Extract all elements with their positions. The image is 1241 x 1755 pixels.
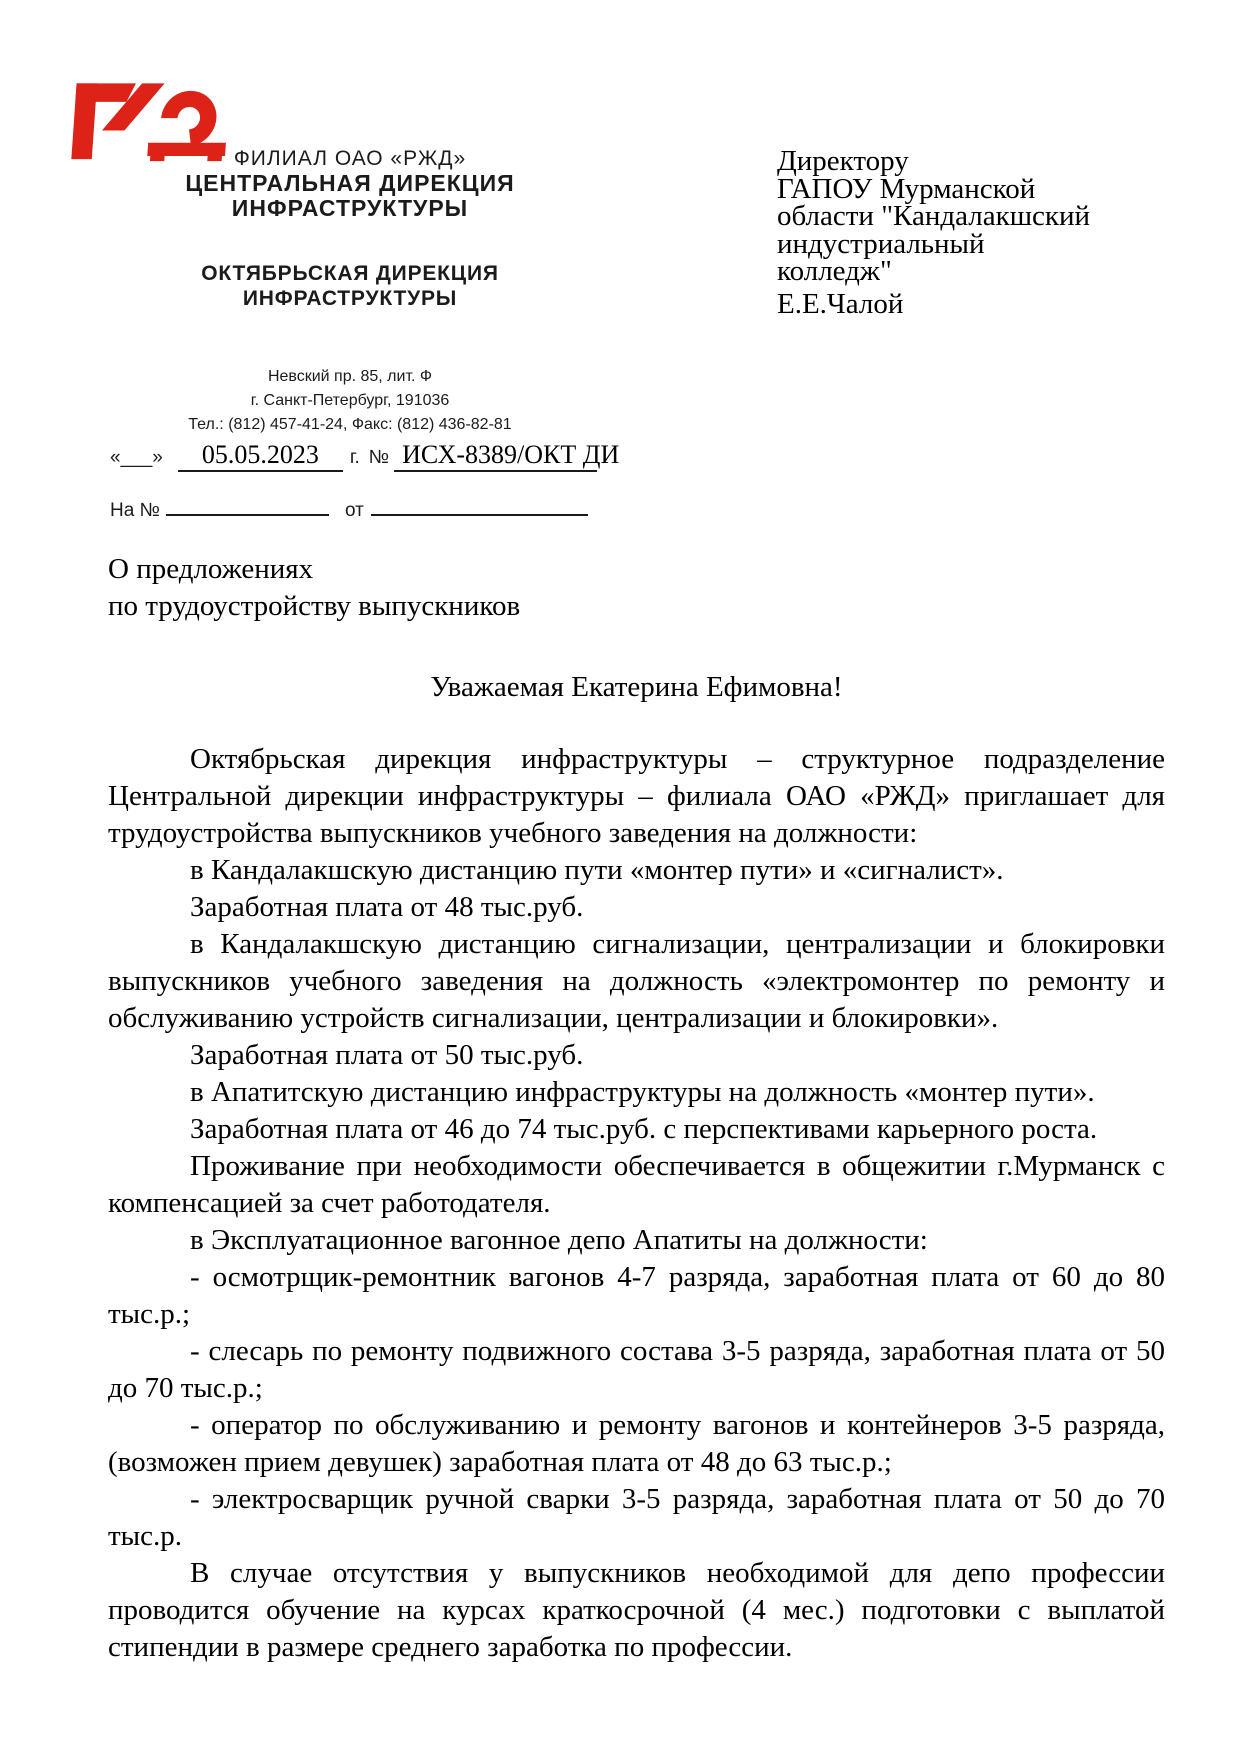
body-paragraph: - осмотрщик-ремонтник вагонов 4-7 разряда, заработная плата от 60 до 80 тыс.р.; bbox=[108, 1261, 1165, 1330]
reply-number-label: На № bbox=[110, 500, 160, 521]
body-paragraph: - оператор по обслуживанию и ремонту вагонов и контейнеров 3-5 разряда, (возможен прием девушек) заработная плата от 48 до 63 тыс.р.; bbox=[108, 1409, 1165, 1478]
sub-org-line1: ОКТЯБРЬСКАЯ ДИРЕКЦИЯ bbox=[201, 262, 499, 285]
org-name-line1: ФИЛИАЛ ОАО «РЖД» bbox=[233, 147, 467, 170]
recipient-name: Е.Е.Чалой bbox=[777, 287, 904, 320]
recipient-title: Директору bbox=[777, 145, 909, 177]
outgoing-number-field: ИСХ-8389/ОКТ ДИ bbox=[394, 440, 597, 472]
org-name-line3: ИНФРАСТРУКТУРЫ bbox=[231, 195, 469, 221]
subject-line-1: О предложениях bbox=[108, 553, 314, 585]
number-sign: № bbox=[368, 447, 390, 468]
recipient-org-line4: колледж" bbox=[777, 255, 892, 287]
reply-number-blank bbox=[166, 494, 329, 516]
year-abbr: г. bbox=[349, 447, 360, 468]
recipient-block bbox=[777, 145, 1197, 320]
greeting-line: Уважаемая Екатерина Ефимовна! bbox=[430, 671, 843, 703]
letterhead-block bbox=[100, 147, 600, 311]
body-paragraph: в Эксплуатационное вагонное депо Апатиты на должности: bbox=[190, 1224, 928, 1256]
recipient-org-line3: индустриальный bbox=[777, 227, 985, 260]
body-paragraph: - электросварщик ручной сварки 3-5 разряда, заработная плата от 50 до 70 тыс.р. bbox=[108, 1483, 1165, 1552]
reply-from-label: от bbox=[344, 500, 364, 521]
body-paragraph: Заработная плата от 46 до 74 тыс.руб. с перспективами карьерного роста. bbox=[190, 1113, 1098, 1145]
subject-block bbox=[108, 551, 808, 625]
body-paragraph: Октябрьская дирекция инфраструктуры – структурное подразделение Центральной дирекции инфраструктуры – филиала ОАО «РЖД» приглашает для трудоустройства выпускников учебного заведения на должности: bbox=[108, 743, 1165, 849]
body-paragraph: - слесарь по ремонту подвижного состава 3-5 разряда, заработная плата от 50 до 70 тыс.р.; bbox=[108, 1335, 1165, 1404]
body-paragraph: Заработная плата от 48 тыс.руб. bbox=[190, 891, 584, 923]
date-field: 05.05.2023 bbox=[178, 440, 343, 472]
day-quotes-blank: «___» bbox=[110, 447, 163, 468]
body-paragraph: В случае отсутствия у выпускников необходимой для депо профессии проводится обучение на курсах краткосрочной (4 мес.) подготовки с выплатой стипендии в размере среднего заработка по профессии. bbox=[108, 1557, 1165, 1663]
body-paragraph: в Кандалакшскую дистанцию сигнализации, централизации и блокировки выпускников учебного заведения на должность «электромонтер по ремонту и обслуживанию устройств сигнализации, централизации и блокировки». bbox=[108, 928, 1165, 1034]
body-paragraph: Заработная плата от 50 тыс.руб. bbox=[190, 1039, 584, 1071]
letter-body bbox=[108, 741, 1165, 1666]
sender-address-block bbox=[100, 365, 600, 437]
reply-date-blank bbox=[371, 494, 588, 516]
date-number-row bbox=[110, 440, 620, 472]
address-line-1: Невский пр. 85, лит. Ф bbox=[267, 368, 433, 385]
recipient-org-line1: ГАПОУ Мурманской bbox=[777, 172, 1036, 205]
reply-reference-row bbox=[110, 494, 588, 522]
address-line-2: г. Санкт-Петербург, 191036 bbox=[250, 392, 450, 409]
body-paragraph: в Кандалакшскую дистанцию пути «монтер пути» и «сигналист». bbox=[190, 854, 1004, 886]
sub-org-line2: ИНФРАСТРУКТУРЫ bbox=[242, 287, 458, 310]
body-paragraph: в Апатитскую дистанцию инфраструктуры на должность «монтер пути». bbox=[190, 1076, 1095, 1108]
address-line-3: Тел.: (812) 457-41-24, Факс: (812) 436-82-81 bbox=[188, 416, 512, 433]
org-name-line2: ЦЕНТРАЛЬНАЯ ДИРЕКЦИЯ bbox=[185, 170, 515, 196]
recipient-org-line2: области "Кандалакшский bbox=[777, 200, 1091, 232]
body-paragraph: Проживание при необходимости обеспечивается в общежитии г.Мурманск с компенсацией за счет работодателя. bbox=[108, 1150, 1165, 1219]
subject-line-2: по трудоустройству выпускников bbox=[108, 590, 521, 622]
